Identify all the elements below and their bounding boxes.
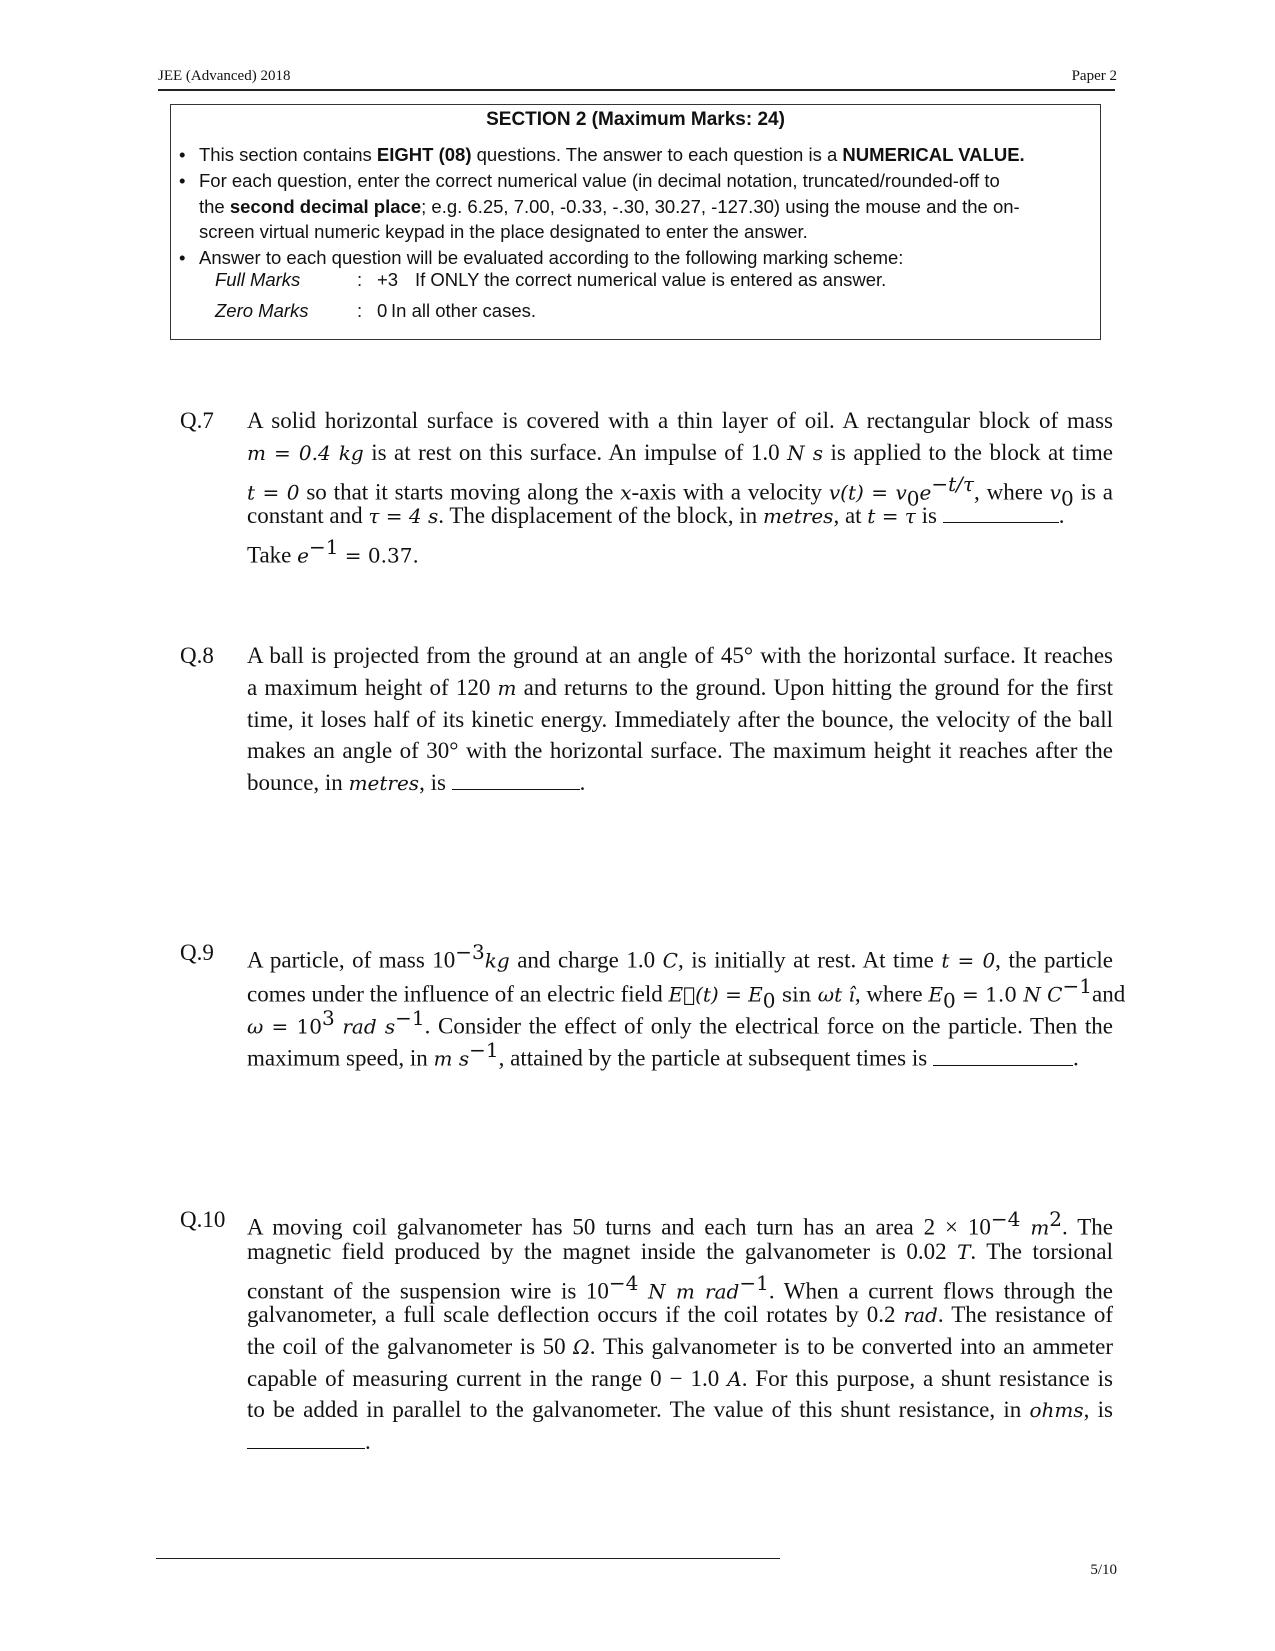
exam-title: JEE (Advanced) 2018 [158,68,291,84]
answer-blank[interactable] [933,1047,1073,1066]
instruction-text: This section contains [199,144,377,165]
answer-blank[interactable] [247,1430,365,1449]
question-text-line: t = 0 so that it starts moving along the x-axis with a velocity $v(t) = v_0e^{-t/\tau}$, where $v_0$ is a [247,472,1114,511]
question-number: Q.8 [180,643,214,668]
zero-marks-label: Zero Marks [215,300,309,321]
scheme-colon: : [357,300,363,321]
question-text-line: A solid horizontal surface is covered with a thin layer of oil. A rectangular block of mass [247,408,1113,433]
question-text-line: comes under the influence of an electric field E⃗(t) = $E_0$ sin ωt î, where $E_0 = 1.0$ N $C^{-1}and$ [247,974,1126,1013]
bullet-icon: • [179,170,186,191]
instruction-text: the [199,196,230,217]
instruction-text: screen virtual numeric keypad in the place designated to enter the answer. [199,221,808,242]
zero-marks-description: In all other cases. [391,300,536,321]
question-text-line: Take $e^{-1} = 0.37$. [247,535,419,568]
question-text-line: magnetic field produced by the magnet inside the galvanometer is 0.02 T. The torsional [247,1239,1113,1264]
section-title: SECTION 2 (Maximum Marks: 24) [486,109,785,130]
zero-marks-score: 0 [377,300,388,321]
question-text-line: galvanometer, a full scale deflection occurs if the coil rotates by 0.2 rad. The resistance of [247,1302,1113,1327]
question-text-line: A moving coil galvanometer has 50 turns and each turn has an area $2 \times 10^{-4}$ $m^2$. The [247,1207,1114,1240]
instruction-text: For each question, enter the correct numerical value (in decimal notation, truncated/rounded-off to [199,170,1000,191]
question-text-line: m = 0.4 kg is at rest on this surface. An impulse of 1.0 N s is applied to the block at time [247,440,1113,465]
question-text-line: constant of the suspension wire is $10^{-4}$ N m rad$^{-1}$. When a current flows through the [247,1271,1114,1304]
instruction-text: questions. The answer to each question is a [471,144,843,165]
bullet-icon: • [179,247,186,268]
question-text-line: bounce, in metres, is . [247,770,586,795]
page-number: 5/10 [1090,1562,1117,1578]
precision-requirement: second decimal place [229,196,422,217]
instruction-text: Answer to each question will be evaluated according to the following marking scheme: [199,247,904,268]
question-text-line: A ball is projected from the ground at an angle of 45° with the horizontal surface. It reaches [247,643,1113,668]
scheme-colon: : [357,269,363,290]
answer-blank[interactable] [452,771,580,790]
question-text-line: a maximum height of 120 m and returns to the ground. Upon hitting the ground for the first [247,675,1113,700]
full-marks-label: Full Marks [215,269,301,290]
question-number: Q.9 [180,940,214,965]
answer-blank[interactable] [943,504,1059,523]
section-instructions-box [170,104,1101,340]
bullet-icon: • [179,144,186,165]
full-marks-description: If ONLY the correct numerical value is entered as answer. [415,269,887,290]
question-text-line: the coil of the galvanometer is 50 Ω. This galvanometer is to be converted into an ammeter [247,1334,1113,1359]
question-text-line: time, it loses half of its kinetic energy. Immediately after the bounce, the velocity of the ball [247,707,1113,732]
question-text-line: capable of measuring current in the range 0 − 1.0 A. For this purpose, a shunt resistance is [247,1366,1113,1391]
question-text-line: A particle, of mass $10^{-3}kg$ and charge 1.0 C, is initially at rest. At time t = 0, the particle [247,940,1114,973]
question-text-line: maximum speed, in m $s^{-1}$, attained by the particle at subsequent times is . [247,1038,1079,1071]
question-text-line: to be added in parallel to the galvanometer. The value of this shunt resistance, in ohms, is [247,1397,1113,1422]
question-text-line: constant and τ = 4 s. The displacement of the block, in metres, at t = τ is . [247,503,1065,528]
question-text-line: . [247,1429,1113,1455]
question-number: Q.7 [180,408,214,433]
instruction-text: ; e.g. 6.25, 7.00, -0.33, -.30, 30.27, -127.30) using the mouse and the on- [421,196,1020,217]
full-marks-score: +3 [377,269,399,290]
answer-type: NUMERICAL VALUE. [842,144,1025,165]
header-divider [158,89,1115,91]
question-text-line: makes an angle of 30° with the horizontal surface. The maximum height it reaches after the [247,738,1113,763]
paper-label: Paper 2 [1071,68,1117,84]
question-number: Q.10 [180,1207,226,1232]
question-text-line: $\omega = 10^3$ rad $s^{-1}$. Consider the effect of only the electrical force on the particle. Then the [247,1006,1114,1039]
question-count: EIGHT (08) [376,144,472,165]
footer-divider [156,1558,780,1559]
